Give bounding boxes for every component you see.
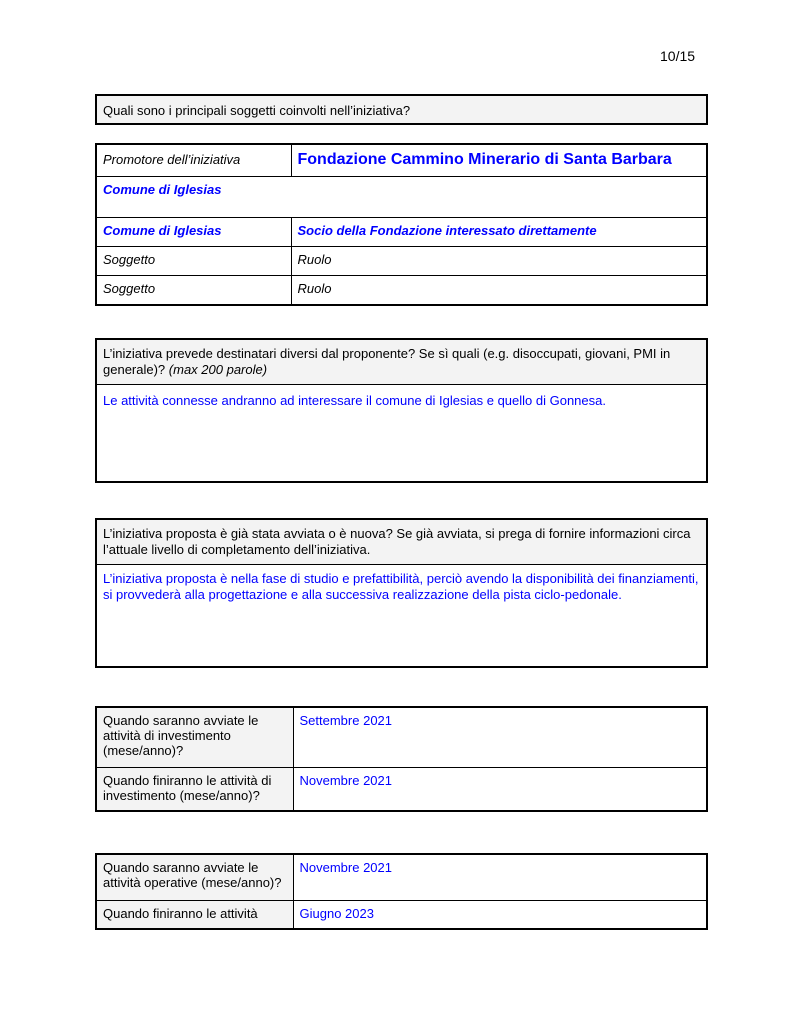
avviata-answer: L’iniziativa proposta è nella fase di studio e prefattibilità, perciò avendo la disponibilità dei finanziamenti, si provvederà alla progettazione e alla successiva realizzazione della pista ciclo-pedonale. (103, 571, 699, 602)
question-soggetti: Quali sono i principali soggetti coinvolti nell’iniziativa? (95, 94, 708, 125)
page-number: 10/15 (660, 48, 696, 64)
destinatari-box (95, 338, 708, 483)
soggetti-table (95, 143, 708, 306)
investimento-table (95, 706, 708, 812)
soggetto-cell: Comune di Iglesias (96, 217, 291, 246)
question-cell: Quando saranno avviate le attività operative (mese/anno)? (96, 854, 293, 900)
destinatari-question: L’iniziativa prevede destinatari diversi dal proponente? Se sì quali (e.g. disoccupati, giovani, PMI in generale)? (max 200 parole) (97, 340, 706, 385)
soggetto-cell: Soggetto (96, 275, 291, 305)
ruolo-cell: Ruolo (291, 275, 707, 305)
answer-cell: Novembre 2021 (293, 767, 707, 811)
soggetto-cell: Soggetto (96, 246, 291, 275)
answer-cell: Novembre 2021 (293, 854, 707, 900)
promotore-label: Promotore dell’iniziativa (96, 144, 291, 176)
avviata-box (95, 518, 708, 668)
operative-table (95, 853, 708, 930)
question-cell: Quando finiranno le attività (96, 900, 293, 929)
ruolo-cell: Socio della Fondazione interessato direttamente (291, 217, 707, 246)
destinatari-answer: Le attività connesse andranno ad interessare il comune di Iglesias e quello di Gonnesa. (103, 393, 606, 408)
promotore-value: Fondazione Cammino Minerario di Santa Barbara (291, 144, 707, 176)
answer-cell: Giugno 2023 (293, 900, 707, 929)
full-row: Comune di Iglesias (96, 176, 707, 217)
answer-cell: Settembre 2021 (293, 707, 707, 767)
avviata-question: L’iniziativa proposta è già stata avviata o è nuova? Se già avviata, si prega di fornire informazioni circa l’attuale livello di completamento dell’iniziativa. (97, 520, 706, 565)
question-cell: Quando finiranno le attività di investimento (mese/anno)? (96, 767, 293, 811)
word-limit-note: (max 200 parole) (168, 362, 268, 377)
question-cell: Quando saranno avviate le attività di investimento (mese/anno)? (96, 707, 293, 767)
ruolo-cell: Ruolo (291, 246, 707, 275)
